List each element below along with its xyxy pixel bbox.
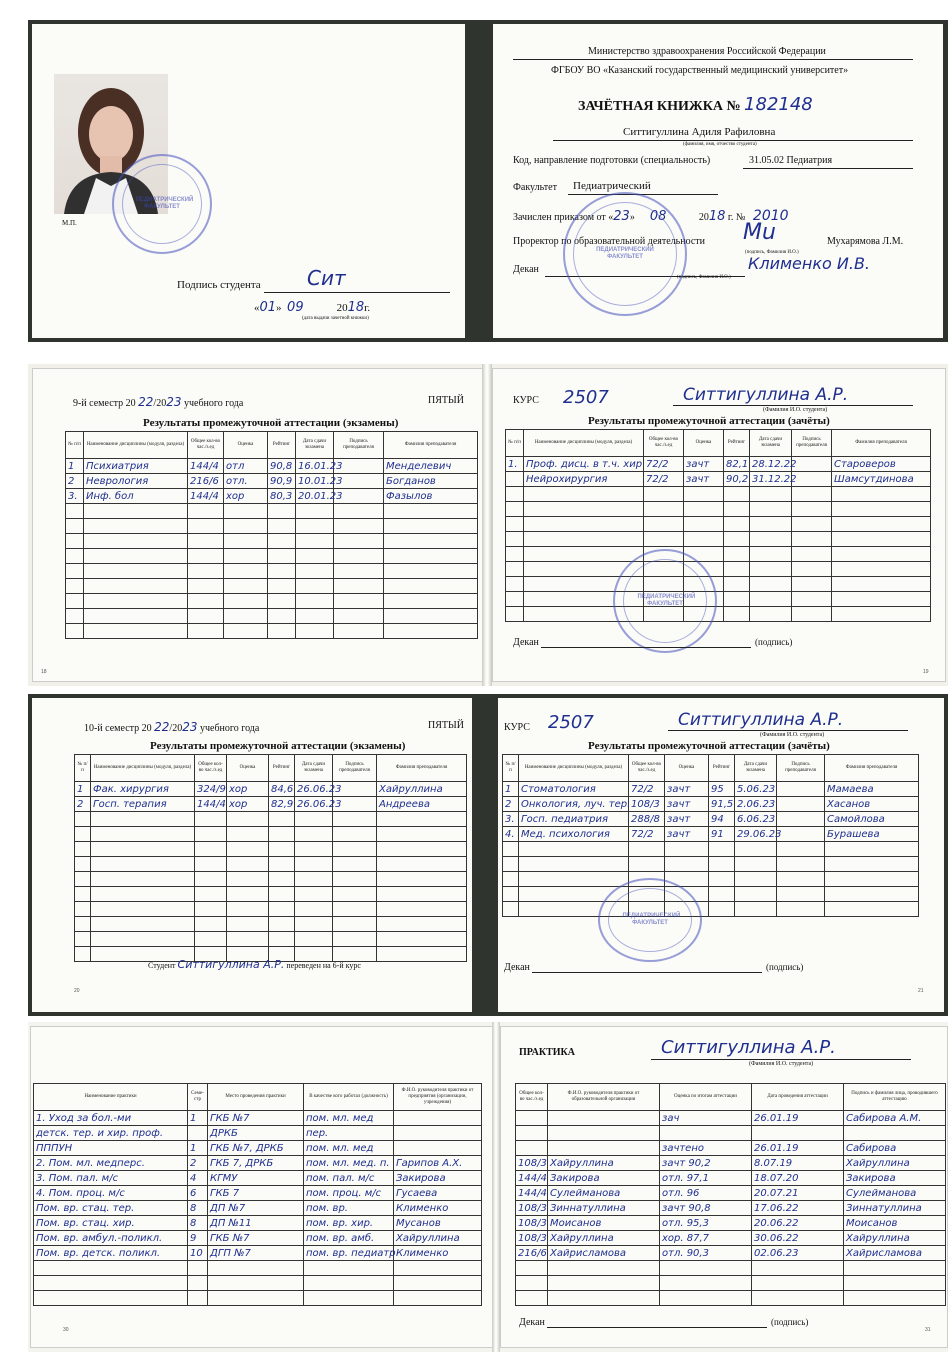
table-row: 108/3 Хайруллина зачт 90,2 8.07.19 Хайруллина: [516, 1156, 946, 1171]
page-number: 19: [923, 669, 929, 675]
order-line: Зачислен приказом от «23» 08 2018 г. № 2010: [513, 208, 789, 224]
semester-title: 10-й семестр 20 22/2023 учебного года: [84, 720, 260, 734]
page-number: 18: [41, 669, 47, 675]
page-number: 21: [918, 988, 924, 994]
table-row: 3. Инф. бол 144/4 хор 80,3 20.01.23 Фазылов: [66, 489, 478, 504]
prorector-name: Мухарямова Л.М.: [827, 236, 904, 247]
signature-caption: (подпись): [766, 962, 804, 972]
table-row: [66, 504, 478, 519]
direction-label: Код, направление подготовки (специальность): [513, 155, 711, 166]
table-row: 4. Пом. проц. м/с 6 ГКБ 7 пом. проц. м/с Гусаева: [34, 1186, 482, 1201]
page-number: 20: [74, 988, 80, 994]
book-title: ЗАЧЁТНАЯ КНИЖКА № 182148: [578, 94, 813, 115]
table-row: [66, 579, 478, 594]
table-row: 144/4 Закирова отл. 97,1 18.07.20 Закирова: [516, 1171, 946, 1186]
student-fio: Ситтигуллина А.Р.: [683, 385, 849, 405]
table-row: 1 Фак. хирургия 324/9 хор 84,6 26.06.23 Хайруллина: [75, 782, 467, 797]
ministry: Министерство здравоохранения Российской Федерации: [588, 46, 826, 57]
table-row: [75, 857, 467, 872]
dean-label: Декан: [504, 962, 530, 973]
title-page: [493, 24, 943, 338]
booklet-spread-semester-9: [28, 364, 948, 686]
course-word: ПЯТЫЙ: [428, 720, 464, 731]
table-row: [506, 547, 931, 562]
table-row: [506, 502, 931, 517]
table-row: 144/4 Сулейманова отл. 96 20.07.21 Сулейманова: [516, 1186, 946, 1201]
table-row: Пом. вр. детск. поликл. 10 ДГП №7 пом. вр. педиатр Клименко: [34, 1246, 482, 1261]
exams-title: Результаты промежуточной аттестации (экзамены): [150, 740, 406, 752]
signature-caption: (подпись): [771, 1317, 809, 1327]
issue-date: «01» 09 2018г.: [254, 300, 371, 315]
semester-title: 9-й семестр 20 22/2023 учебного года: [73, 395, 244, 409]
table-row: [506, 517, 931, 532]
table-row: [503, 857, 919, 872]
table-row: [516, 1126, 946, 1141]
fio-caption: (Фамилия И.О. студента): [760, 732, 825, 738]
table-row: 2 Онкология, луч. тер. 108/3 зачт 91,5 2.06.23 Хасанов: [503, 797, 919, 812]
kurs-label: КУРС: [504, 722, 530, 733]
page-number: 31: [925, 1327, 931, 1333]
dean-signature: Клименко И.В.: [748, 254, 871, 273]
table-row: Пом. вр. стац. тер. 8 ДП №7 пом. вр. Клименко: [34, 1201, 482, 1216]
table-row: [66, 549, 478, 564]
table-row: 2 Неврология 216/6 отл. 90,9 10.01.23 Богданов: [66, 474, 478, 489]
table-row: Нейрохирургия 72/2 зачт 90,2 31.12.22 Шамсутдинова: [506, 472, 931, 487]
table-row: [75, 932, 467, 947]
group-number: 2507: [563, 387, 609, 408]
table-row: [503, 902, 919, 917]
table-row: 3. Пом. пал. м/с 4 КГМУ пом. пал. м/с Закирова: [34, 1171, 482, 1186]
table-row: [503, 872, 919, 887]
table-row: [75, 887, 467, 902]
exams-table-9: [65, 431, 478, 639]
booklet-spread-title: [28, 20, 948, 342]
table-row: [66, 519, 478, 534]
group-number: 2507: [548, 712, 594, 733]
credits-title: Результаты промежуточной аттестации (зачёты): [588, 415, 830, 427]
table-row: [75, 827, 467, 842]
faculty-stamp-left: ПЕДИАТРИЧЕСКИЙ ФАКУЛЬТЕТ: [112, 154, 212, 254]
table-row: [516, 1261, 946, 1276]
table-row: [75, 812, 467, 827]
exams-page-9: [32, 368, 484, 682]
table-row: [75, 842, 467, 857]
student-signature: Сит: [307, 266, 346, 290]
prorector-signature: Мu: [743, 220, 776, 245]
table-row: 108/3 Хайруллина хор. 87,7 30.06.22 Хайруллина: [516, 1231, 946, 1246]
exams-header-row: № п/п Наименование дисциплины (модуля, раздела) Общее кол-во час./з.ед Оценка Рейтинг Дата сдачи экзамена Подпись преподавателя Фамилия преподавателя: [66, 432, 478, 459]
student-transfer: Студент Ситтигуллина А.Р. переведен на 6-й курс: [148, 958, 361, 971]
table-row: 3. Госп. педиатрия 288/8 зачт 94 6.06.23 Самойлова: [503, 812, 919, 827]
table-row: [506, 562, 931, 577]
course-word: ПЯТЫЙ: [428, 395, 464, 406]
credits-header-row: № п/п Наименование дисциплины (модуля, раздела) Общее кол-во час./з.ед Оценка Рейтинг Дата сдачи экзамена Подпись преподавателя Фамилия преподавателя: [503, 755, 919, 782]
exams-table-10: [74, 754, 467, 962]
table-row: [66, 624, 478, 639]
exams-header-row: № п/п Наименование дисциплины (модуля, раздела) Общее кол-во час./з.ед Оценка Рейтинг Дата сдачи экзамена Подпись преподавателя Фамилия преподавателя: [75, 755, 467, 782]
credits-header-row: № п/п Наименование дисциплины (модуля, раздела) Общее кол-во час./з.ед Оценка Рейтинг Дата сдачи экзамена Подпись преподавателя Фамилия преподавателя: [506, 430, 931, 457]
fio-caption: (Фамилия И.О. студента): [749, 1061, 814, 1067]
table-row: [34, 1261, 482, 1276]
table-row: [66, 594, 478, 609]
credits-title: Результаты промежуточной аттестации (зачёты): [588, 740, 830, 752]
table-row: [506, 577, 931, 592]
table-row: 1 Стоматология 72/2 зачт 95 5.06.23 Мамаева: [503, 782, 919, 797]
table-row: 108/3 Моисанов отл. 95,3 20.06.22 Моисанов: [516, 1216, 946, 1231]
practice-header-row: Общее кол-во час./з.ед Ф.И.О. руководителя практики от образовательной организации Оценка по итогам аттестации Дата проведения аттестации Подпись и фамилия лица, проводившего аттестацию: [516, 1084, 946, 1111]
booklet-spread-semester-10: [28, 694, 948, 1016]
practice-title: ПРАКТИКА: [519, 1047, 576, 1058]
credits-page-9: [492, 368, 946, 682]
table-row: [75, 902, 467, 917]
practice-page-left: [30, 1026, 494, 1348]
dean-label: Декан: [513, 637, 539, 648]
student-name: Ситтигуллина Адиля Рафиловна: [623, 126, 776, 138]
table-row: 1. Проф. дисц. в т.ч. хир 72/2 зачт 82,1 28.12.22 Староверов: [506, 457, 931, 472]
faculty-value: Педиатрический: [573, 180, 651, 192]
table-row: ПППУН 1 ГКБ №7, ДРКБ пом. мл. мед: [34, 1141, 482, 1156]
booklet-spread-practice: [28, 1022, 948, 1352]
prorector-label: Проректор по образовательной деятельности: [513, 236, 705, 247]
credits-page-10: [498, 698, 944, 1012]
photo-page: [32, 24, 465, 338]
faculty-stamp: ПЕДИАТРИЧЕСКИЙ ФАКУЛЬТЕТ: [613, 549, 717, 653]
table-row: [503, 842, 919, 857]
practice-page-right: [500, 1026, 948, 1348]
table-row: [506, 487, 931, 502]
table-row: 1 Психиатрия 144/4 отл 90,8 16.01.23 Менделевич: [66, 459, 478, 474]
table-row: Пом. вр. амбул.-поликл. 9 ГКБ №7 пом. вр. амб. Хайруллина: [34, 1231, 482, 1246]
table-row: [506, 532, 931, 547]
table-row: [66, 609, 478, 624]
table-row: [506, 607, 931, 622]
table-row: 216/6 Хайрисламова отл. 90,3 02.06.23 Хайрисламова: [516, 1246, 946, 1261]
table-row: 2 Госп. терапия 144/4 хор 82,9 26.06.23 Андреева: [75, 797, 467, 812]
exams-page-10: [32, 698, 472, 1012]
table-row: [75, 872, 467, 887]
table-row: [75, 917, 467, 932]
table-row: [516, 1291, 946, 1306]
table-row: детск. тер. и хир. проф. ДРКБ пер.: [34, 1126, 482, 1141]
table-row: [516, 1276, 946, 1291]
table-row: [66, 534, 478, 549]
table-row: 108/3 Зиннатуллина зачт 90,8 17.06.22 Зиннатуллина: [516, 1201, 946, 1216]
practice-table-left: [33, 1083, 482, 1306]
exams-title: Результаты промежуточной аттестации (экзамены): [143, 417, 399, 429]
credits-table-10: [502, 754, 919, 917]
table-row: [34, 1291, 482, 1306]
student-fio: Ситтигуллина А.Р.: [678, 710, 844, 730]
faculty-stamp: ПЕДИАТРИЧЕСКИЙ ФАКУЛЬТЕТ: [598, 878, 702, 962]
table-row: Пом. вр. стац. хир. 8 ДП №11 пом. вр. хир. Мусанов: [34, 1216, 482, 1231]
fio-caption: (Фамилия И.О. студента): [763, 407, 828, 413]
dean-label: Декан: [519, 1317, 545, 1328]
practice-header-row: Наименование практики Семе-стр Место проведения практики В качестве кого работал (должность) Ф.И.О. руководителя практики от предприятия (организации, учреждения): [34, 1084, 482, 1111]
page-number: 30: [63, 1327, 69, 1333]
table-row: 1. Уход за бол.-ми 1 ГКБ №7 пом. мл. мед: [34, 1111, 482, 1126]
signature-label: Подпись студента: [177, 279, 261, 291]
table-row: зач 26.01.19 Сабирова А.М.: [516, 1111, 946, 1126]
name-caption: (фамилия, имя, отчество студента): [683, 142, 757, 147]
kurs-label: КУРС: [513, 395, 539, 406]
table-row: зачтено 26.01.19 Сабирова: [516, 1141, 946, 1156]
seal-label: М.П.: [62, 219, 77, 227]
faculty-label: Факультет: [513, 182, 557, 193]
university-stamp: ПЕДИАТРИЧЕСКИЙ ФАКУЛЬТЕТ: [563, 192, 687, 316]
table-row: [34, 1276, 482, 1291]
table-row: [506, 592, 931, 607]
table-row: 4. Мед. психология 72/2 зачт 91 29.06.23 Бурашева: [503, 827, 919, 842]
table-row: [66, 564, 478, 579]
credits-table-9: [505, 429, 931, 622]
student-fio: Ситтигуллина А.Р.: [661, 1037, 836, 1058]
direction-value: 31.05.02 Педиатрия: [749, 155, 833, 166]
table-row: 2. Пом. мл. медперс. 2 ГКБ 7, ДРКБ пом. мл. мед. п. Гарипов А.Х.: [34, 1156, 482, 1171]
issue-caption: (дата выдачи зачетной книжки): [302, 316, 369, 321]
practice-table-right: [515, 1083, 946, 1306]
table-row: [503, 887, 919, 902]
dean-caption: (подпись, Фамилия И.О.): [677, 275, 731, 280]
signature-caption: (подпись): [755, 637, 793, 647]
university: ФГБОУ ВО «Казанский государственный медицинский университет»: [551, 65, 849, 76]
prorector-caption: (подпись, Фамилия И.О.): [745, 250, 799, 255]
dean-label: Декан: [513, 264, 539, 275]
